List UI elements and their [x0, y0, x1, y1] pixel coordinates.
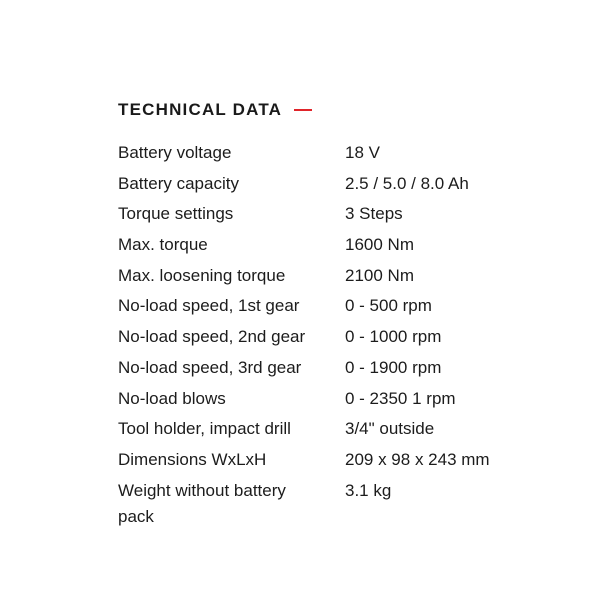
- spec-row: [118, 478, 558, 530]
- spec-value: 0 - 1000 rpm: [345, 327, 442, 347]
- spec-label: No-load speed, 2nd gear: [118, 327, 306, 347]
- spec-value: 209 x 98 x 243 mm: [345, 449, 490, 469]
- spec-value: 2100 Nm: [345, 265, 414, 285]
- spec-value: 0 - 500 rpm: [345, 296, 432, 316]
- spec-label: Battery voltage: [118, 143, 232, 162]
- spec-label: Dimensions WxLxH: [118, 449, 267, 469]
- spec-row: [118, 324, 558, 355]
- spec-value: 3.1 kg: [345, 480, 392, 500]
- spec-label: No-load blows: [118, 388, 226, 408]
- spec-row: [118, 171, 558, 202]
- spec-row: [118, 263, 558, 294]
- spec-value: 0 - 1900 rpm: [345, 357, 442, 377]
- spec-value: 18 V: [345, 143, 380, 162]
- spec-label: Battery capacity: [118, 173, 239, 193]
- spec-value: 3/4" outside: [345, 419, 435, 439]
- spec-label: Max. loosening torque: [118, 265, 286, 285]
- spec-label: Torque settings: [118, 204, 234, 224]
- spec-row: [118, 416, 558, 447]
- spec-value: 3 Steps: [345, 204, 403, 224]
- section-title: TECHNICAL DATA: [118, 100, 283, 119]
- spec-row: [118, 201, 558, 232]
- spec-row: [118, 232, 558, 263]
- spec-table: [118, 140, 558, 530]
- accent-dash: [294, 109, 312, 111]
- technical-data-panel: [118, 96, 558, 530]
- section-heading: [118, 96, 558, 124]
- spec-label: No-load speed, 1st gear: [118, 296, 300, 316]
- spec-row: [118, 293, 558, 324]
- spec-row: [118, 140, 558, 171]
- spec-value: 2.5 / 5.0 / 8.0 Ah: [345, 173, 469, 193]
- spec-label: Max. torque: [118, 235, 208, 255]
- spec-label: Tool holder, impact drill: [118, 419, 291, 439]
- spec-value: 1600 Nm: [345, 235, 414, 255]
- spec-row: [118, 355, 558, 386]
- spec-label: Weight without battery pack: [118, 480, 286, 526]
- spec-value: 0 - 2350 1 rpm: [345, 388, 456, 408]
- spec-label: No-load speed, 3rd gear: [118, 357, 302, 377]
- spec-row: [118, 447, 558, 478]
- spec-row: [118, 386, 558, 417]
